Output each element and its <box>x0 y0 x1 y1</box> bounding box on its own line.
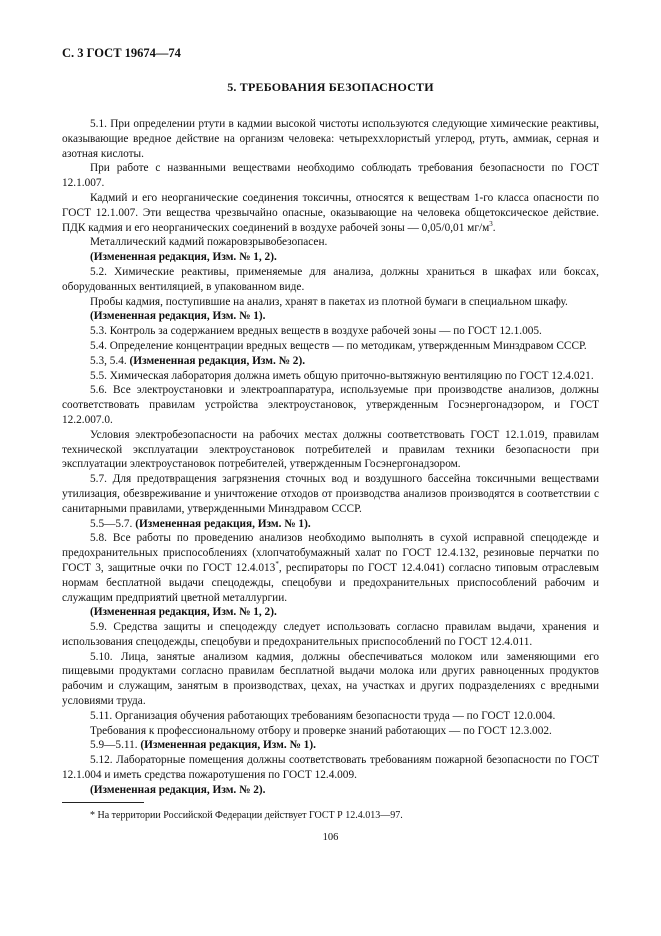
paragraph-text-tail: . <box>492 221 496 234</box>
paragraph <box>62 724 599 739</box>
paragraph-text: 5.6. Все электроустановки и электроаппаратура, используемые при производстве анализов, должны соответствовать правилам устройства электроустановок, утвержденным Госэнергонадзором, и ГОСТ 12.2.007.0. <box>62 384 599 426</box>
paragraph-text: (Измененная редакция, Изм. № 1). <box>90 310 266 323</box>
paragraph-text: 5.9. Средства защиты и спецодежду следует использовать согласно правилам выдачи, хранения и использования спецодежды, спецобуви и предохранительных приспособлений по ГОСТ 12.4.011. <box>62 621 599 648</box>
paragraph <box>62 324 599 339</box>
paragraph <box>62 517 599 532</box>
revision-note <box>62 783 599 798</box>
paragraph-text: 5.1. При определении ртути в кадмии высокой чистоты используются следующие химические реактивы, оказывающие вредное действие на организм человека: четыреххлористый углерод, ртуть, аммиак, серная и азотная кислоты. <box>62 118 599 160</box>
paragraph-text: Условия электробезопасности на рабочих местах должны соответствовать ГОСТ 12.1.019, правилам технической эксплуатации электроустановок потребителей и правилам техники безопасности при эксплуатации электроустановок потребителей, утвержденным Госэнергонадзором. <box>62 428 599 471</box>
paragraph <box>62 161 599 191</box>
section-body <box>62 117 599 798</box>
paragraph-text: Металлический кадмий пожаровзрывобезопасен. <box>90 236 328 249</box>
paragraph-text-tail: , респираторы по ГОСТ 12.4.041) согласно типовым отраслевым нормам бесплатной выдачи спецодежды, спецобуви и предохранительных приспособлений рабочим и служащим предприятий цветной металлургии. <box>62 561 599 604</box>
paragraph-text: Требования к профессиональному отбору и проверке знаний работающих — по ГОСТ 12.3.002. <box>90 724 552 737</box>
paragraph <box>62 295 599 310</box>
paragraph-text: 5.8. Все работы по проведению анализов необходимо выполнять в сухой исправной спецодежде и предохранительных приспособлениях (хлопчатобумажный халат по ГОСТ 12.4.132, резиновые перчатки по ГОСТ 3, защитные очки по ГОСТ 12.4.013 <box>62 532 599 574</box>
paragraph <box>62 117 599 161</box>
paragraph <box>62 354 599 369</box>
paragraph <box>62 738 599 753</box>
paragraph <box>62 531 599 605</box>
paragraph <box>62 369 599 384</box>
footnote-divider <box>62 802 144 803</box>
paragraph <box>62 709 599 724</box>
paragraph <box>62 265 599 295</box>
paragraph-text: 5.5—5.7. <box>90 517 136 530</box>
revision-note <box>62 309 599 324</box>
paragraph-text: 5.2. Химические реактивы, применяемые для анализа, должны храниться в шкафах или боксах, оборудованных вентиляцией, в упакованном виде. <box>62 265 599 293</box>
paragraph-text: (Измененная редакция, Изм. № 1, 2). <box>90 251 277 264</box>
revision-note <box>62 250 599 265</box>
paragraph-text: 5.10. Лица, занятые анализом кадмия, должны обеспечиваться молоком или заменяющими его пищевыми продуктами согласно правилам бесплатной выдачи молока или других равноценных продуктов рабочим и служащим, занятым в производствах, цехах, на участках и других подразделениях с вредными условиями труда. <box>62 650 599 708</box>
paragraph <box>62 753 599 783</box>
paragraph <box>62 472 599 516</box>
paragraph-text: 5.3, 5.4. <box>90 354 130 367</box>
running-head: С. 3 ГОСТ 19674—74 <box>62 46 181 60</box>
paragraph-text: 5.3. Контроль за содержанием вредных веществ в воздухе рабочей зоны — по ГОСТ 12.1.005. <box>90 325 542 338</box>
revision-note: (Измененная редакция, Изм. № 1). <box>135 517 311 530</box>
page-number: 106 <box>322 832 339 843</box>
paragraph-text: (Измененная редакция, Изм. № 1, 2). <box>90 606 277 619</box>
revision-note <box>62 605 599 620</box>
paragraph-text: 5.4. Определение концентрации вредных веществ — по методикам, утвержденным Минздравом СССР. <box>90 339 587 352</box>
paragraph <box>62 383 599 427</box>
paragraph-text: 5.12. Лабораторные помещения должны соответствовать требованиям пожарной безопасности по ГОСТ 12.1.004 и иметь средства пожаротушения по ГОСТ 12.4.009. <box>62 754 599 782</box>
paragraph-text: 5.5. Химическая лаборатория должна иметь общую приточно-вытяжную вентиляцию по ГОСТ 12.4.021. <box>90 369 594 382</box>
paragraph <box>62 191 599 235</box>
paragraph-text: (Измененная редакция, Изм. № 2). <box>90 783 266 796</box>
paragraph-text: Пробы кадмия, поступившие на анализ, хранят в пакетах из плотной бумаги в специальном шкафу. <box>90 295 568 308</box>
paragraph <box>62 620 599 650</box>
paragraph-text: 5.9—5.11. <box>90 739 141 752</box>
superscript: * <box>275 560 279 569</box>
paragraph <box>62 235 599 250</box>
paragraph <box>62 339 599 354</box>
paragraph-text: 5.7. Для предотвращения загрязнения сточных вод и воздушного бассейна токсичными веществами утилизация, обезвреживание и уничтожение отходов от производства анализов производятся в соответствии с санитарными правилами, утвержденными Минздравом СССР. <box>62 473 599 515</box>
superscript: 3 <box>489 219 493 228</box>
revision-note: (Измененная редакция, Изм. № 2). <box>129 354 306 367</box>
paragraph <box>62 428 599 472</box>
revision-note: (Измененная редакция, Изм. № 1). <box>140 739 316 752</box>
paragraph-text: При работе с названными веществами необходимо соблюдать требования безопасности по ГОСТ 12.1.007. <box>62 162 599 190</box>
paragraph-text: 5.11. Организация обучения работающих требованиям безопасности труда — по ГОСТ 12.0.004. <box>90 709 556 722</box>
paragraph-text: Кадмий и его неорганические соединения токсичны, относятся к веществам 1-го класса опасности по ГОСТ 12.1.007. Эти вещества чрезвычайно опасные, оказывающие на человека общетоксическое действие. ПДК кадмия и его неорганических соединений в воздухе рабочей зоны — 0,05/0,01 мг/м <box>62 191 599 234</box>
paragraph <box>62 650 599 709</box>
footnote: * На территории Российской Федерации действует ГОСТ Р 12.4.013—97. <box>90 810 403 821</box>
section-title: 5. ТРЕБОВАНИЯ БЕЗОПАСНОСТИ <box>227 80 434 94</box>
